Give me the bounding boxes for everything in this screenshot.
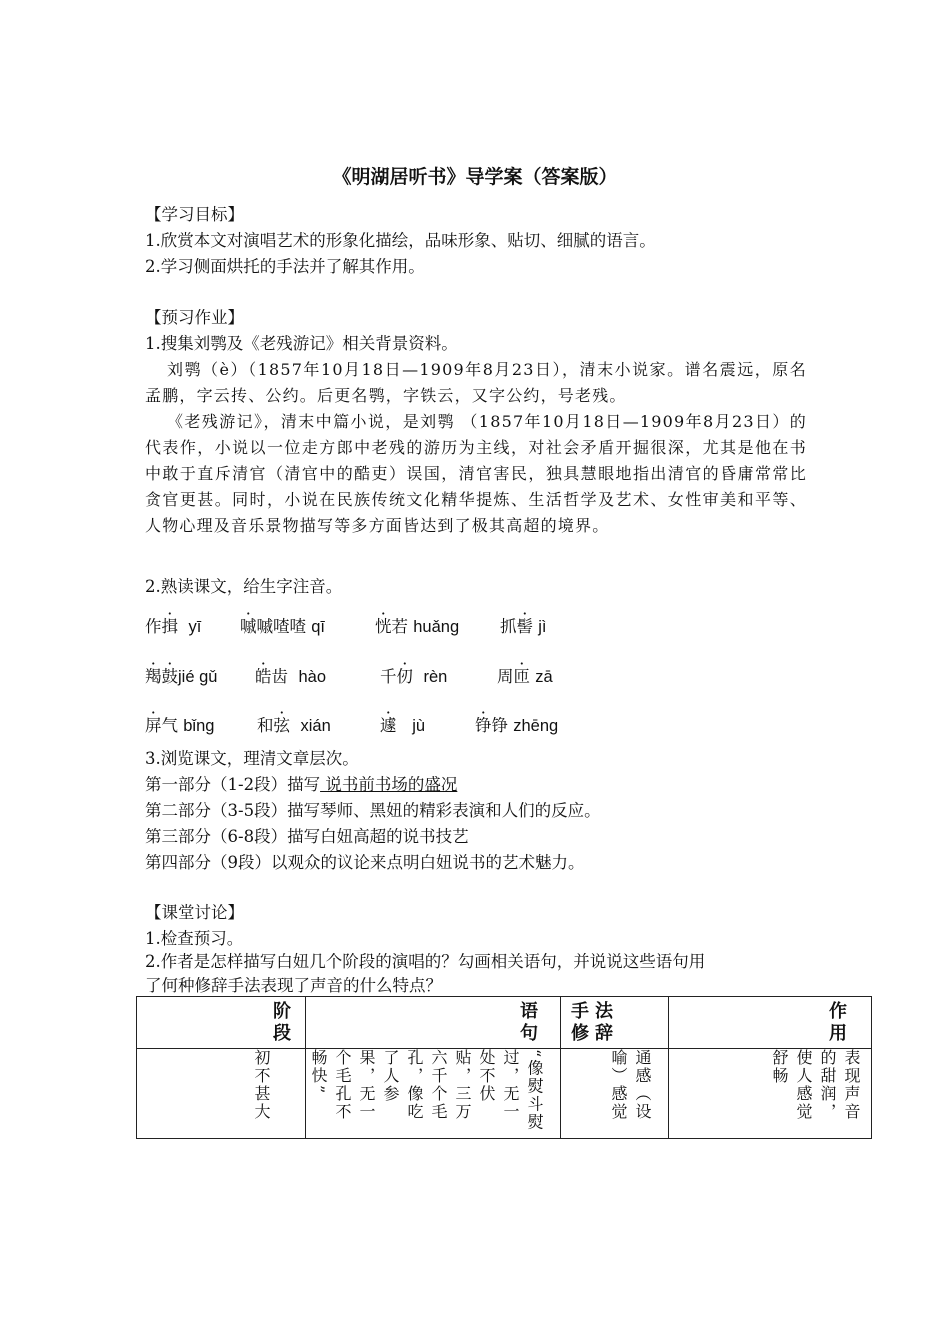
novel-intro: 《老残游记》，清末中篇小说，是刘鹗 （1857年10月18日—1909年8月23日）的代表作，小说以一位走方郎中老残的游历为主线，对社会矛盾开掘很深，尤其是他在书中敢于直斥清官（清官中的酷吏）误国，清官害民，独具慧眼地指出清官的昏庸常常比贪官更甚。同时，小说在民族传统文化精华提炼、生活哲学及艺术、女性审美和平等、人物心理及音乐景物描写等多方面皆达到了极其高超的境界。 [145, 412, 807, 535]
class-question-2: 2.作者是怎样描写白妞几个阶段的演唱的？勾画相关语句，并说说这些语句用 [145, 952, 706, 971]
part-1: 第一部分（1-2段）描写 说书前书场的盛况 [145, 775, 458, 794]
vocab-word: 恍若 huǎng [375, 617, 460, 636]
vocab-word: 嘁嘁喳喳 qī [240, 617, 326, 636]
goal-item: 1.欣赏本文对演唱艺术的形象化描绘，品味形象、贴切、细腻的语言。 [145, 231, 656, 250]
header-sentence: 语句 [306, 997, 561, 1049]
goal-item: 2.学习侧面烘托的手法并了解其作用。 [145, 257, 425, 276]
vocab-word: 铮铮 zhēng [475, 716, 559, 735]
vocab-word: 和弦 xián [257, 716, 331, 735]
vocab-word: 抓髻 jì [500, 617, 547, 636]
header-stage: 阶段 [137, 997, 306, 1049]
vocab-word: 遽 jù [380, 716, 426, 735]
part-1-answer: 说书前书场的盛况 [320, 775, 458, 794]
vocab-word: 羯鼓jié gǔ [145, 667, 218, 686]
vocab-word: 周匝 zā [497, 667, 553, 686]
analysis-table [136, 996, 872, 1139]
preview-question-1: 1.搜集刘鹗及《老残游记》相关背景资料。 [145, 334, 458, 353]
vocab-word: 千仞 rèn [380, 667, 448, 686]
vocab-word: 皓齿 hào [255, 667, 327, 686]
goals-heading: 【学习目标】 [145, 205, 244, 224]
part-3: 第三部分（6-8段）描写白妞高超的说书技艺 [145, 827, 469, 846]
preview-question-3: 3.浏览课文，理清文章层次。 [145, 749, 359, 768]
cell-technique: 通感（设喻）感觉 [561, 1049, 669, 1139]
class-question-1: 1.检查预习。 [145, 929, 244, 948]
table-header-row [137, 997, 872, 1049]
preview-question-2: 2.熟读课文，给生字注音。 [145, 577, 343, 596]
part-2: 第二部分（3-5段）描写琴师、黑妞的精彩表演和人们的反应。 [145, 801, 601, 820]
cell-sentence: “像熨斗熨过，无一处不伏贴，三万六千个毛孔，像吃了人参果，无一个毛孔不畅快” [306, 1049, 561, 1139]
table-row [137, 1049, 872, 1139]
header-effect: 作用 [669, 997, 872, 1049]
page-title: 《明湖居听书》导学案（答案版） [332, 166, 618, 188]
header-technique: 手法 修辞 [561, 997, 669, 1049]
class-question-2-cont: 了何种修辞手法表现了声音的什么特点？ [145, 976, 442, 995]
cell-effect: 表现声音的甜润，使人感觉舒畅 [669, 1049, 872, 1139]
part-4: 第四部分（9段）以观众的议论来点明白妞说书的艺术魅力。 [145, 853, 585, 872]
vocab-word: 屏气 bǐng [145, 716, 215, 735]
vocab-word: 作揖 yī [145, 617, 202, 636]
preview-heading: 【预习作业】 [145, 308, 244, 327]
class-heading: 【课堂讨论】 [145, 903, 244, 922]
author-bio: 刘鹗（è）（1857年10月18日—1909年8月23日），清末小说家。谱名震远，原名孟鹏，字云抟、公约。后更名鹗，字铁云，又字公约，号老残。 [145, 360, 807, 405]
cell-stage: 初不甚大 [137, 1049, 306, 1139]
